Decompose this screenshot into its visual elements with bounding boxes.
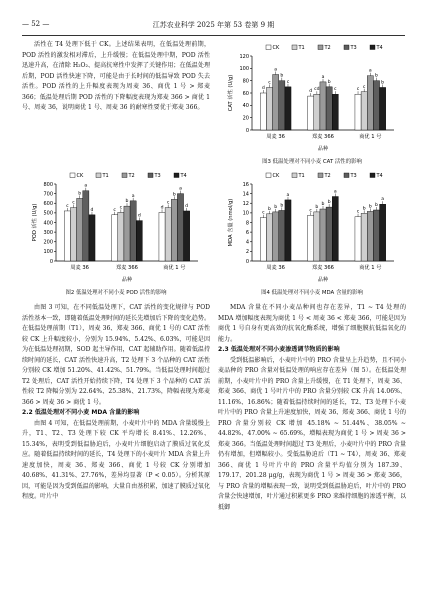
- paragraph: 由图 3 可知，在不同低温处理下，CAT 活性的变化规律与 POD 活性基本一致，即随着低温处理时间的延长先增加后下降的变化趋势。在低温处理前期（T1），周麦 36、郑麦 366、商优 1 号的 CAT 活性较 CK 上升幅度较小，分别为 15.94%、5.42%、6.03%，可能是因为在低温处理初期，SOD 起主导作用，CAT 起辅助作用。随着低温持续时间的延长，CAT 活性快速升高，T2 处理下 3 个品种的 CAT 活性分别较 CK 增加 51.20%、41.42%、51.79%。当低温处理时间超过 T2 处理后，CAT 活性开始持续下降，T4 处理下 3 个品种的 CAT 活性较 T2 降幅分别为 22.64%、25.38%、21.73%，降幅表现为郑麦 366 > 周麦 36 > 商优 1 号。: [22, 304, 210, 406]
- y-tick-label: 500: [43, 210, 53, 217]
- legend-swatch: [148, 173, 153, 178]
- legend-swatch: [318, 173, 323, 178]
- bar: [380, 87, 386, 130]
- left-column-bottom: [22, 303, 210, 503]
- page-number: — 52 —: [22, 20, 50, 28]
- significance-label: b: [381, 80, 385, 86]
- bar: [326, 87, 332, 130]
- y-tick-label: 4: [245, 239, 249, 246]
- y-tick-label: 120: [239, 53, 249, 60]
- bar: [308, 96, 314, 130]
- significance-label: c: [66, 203, 69, 209]
- paragraph: 受到低温影响后，小麦叶片中的 PRO 含量呈上升趋势，且不同小麦品种的 PRO 含量对低温处理的响应存在差异（图 5）。在低温处理前期，小麦叶片中的 PRO 含量上升缓慢，在 T1 处理下，周麦 36、郑麦 366、商优 1 号叶片中的 PRO 含量分别较 CK 升高 14.06%、11.16%、16.86%；随着低温持续时间的延长，T2、T3 处理下小麦叶片中的 PRO 含量上升速度加快，周麦 36、郑麦 366、商优 1 号的 PRO 含量分别较 CK 增加 45.18% ~ 51.44%、38.05% ~ 44.82%、47.00% ~ 65.69%，增幅表现为商优 1 号 > 周麦 36 > 郑麦 366。当低温处理时间超过 T3 处理后，小麦叶片中的 PRO 含量仍有增加，但增幅较小。受低温胁迫后（T1 ~ T4），周麦 36、郑麦 366、商优 1 号叶片中的 PRO 含量平均值分别为 187.39、179.17、201.28 μg/g，表现为商优 1 号 > 周麦 36 > 郑麦 366，与 PRO 含量的增幅表现一致，说明受到低温胁迫后，叶片中的 PRO 含量会快速增加，叶片通过积累更多 PRO 来维持细胞的渗透平衡，以抵御: [218, 356, 406, 511]
- y-tick-label: 100: [43, 249, 53, 256]
- bar: [320, 82, 326, 130]
- significance-label: c: [262, 210, 265, 216]
- bar: [184, 211, 190, 261]
- significance-label: c: [72, 200, 75, 206]
- bar: [355, 94, 361, 130]
- category-label: 郑麦 366: [116, 265, 138, 271]
- category-label: 郑麦 366: [312, 265, 334, 271]
- significance-label: b: [327, 79, 331, 85]
- significance-label: c: [286, 79, 290, 85]
- y-tick-label: 200: [43, 239, 53, 246]
- y-tick-label: 0: [245, 258, 249, 265]
- legend-swatch: [266, 45, 271, 50]
- legend-label: CK: [272, 45, 280, 52]
- bar: [279, 210, 285, 261]
- category-label: 周麦 36: [266, 134, 285, 140]
- y-tick-label: 700: [43, 191, 53, 198]
- y-tick-label: 20: [242, 115, 249, 122]
- y-axis-label: POD 活性 (U/g): [32, 203, 38, 242]
- y-axis-label: CAT 活性 (U/g): [228, 74, 234, 112]
- header-rule: [22, 35, 405, 36]
- significance-label: c: [309, 208, 312, 214]
- significance-label: b: [274, 204, 278, 210]
- bar: [355, 217, 361, 261]
- legend-swatch: [318, 45, 323, 50]
- significance-label: d: [137, 213, 141, 219]
- significance-label: a: [286, 192, 290, 198]
- bar: [77, 198, 83, 261]
- bar: [130, 201, 136, 261]
- significance-label: c: [362, 84, 366, 90]
- bar: [64, 211, 70, 261]
- significance-label: a: [321, 74, 325, 80]
- bar: [260, 93, 266, 130]
- legend-swatch: [344, 173, 349, 178]
- journal-title: 江苏农业科学 2025 年第 53 卷第 9 期: [152, 21, 275, 29]
- significance-label: cd: [314, 87, 320, 93]
- significance-label: b: [78, 191, 82, 197]
- paragraph: 由图 4 可知，在低温处理前期，小麦叶片中的 MDA 含量缓慢上升，T1、T2、T3 处理下较 CK 平均增长 8.41%、12.26%、15.34%，表明受到低温胁迫后，小麦叶片细胞启动了膜质过氧化反应。随着低温持续时间的延长，T4 处理下的小麦叶片 MDA 含量上升速度加快，周麦 36、郑麦 366、商优 1 号较 CK 分别增加 40.68%、41.31%、27.76%，差异均显著（P < 0.05）。分析其原因，可能是因为受到低温的影响，大量自由基积累，加速了膜质过氧化程度。叶片中: [22, 419, 210, 500]
- bar: [380, 204, 386, 261]
- y-tick-label: 800: [43, 181, 53, 188]
- legend-swatch: [344, 45, 349, 50]
- y-axis-label: MDA 含量 (nmol/g): [228, 198, 234, 247]
- bar: [177, 194, 183, 261]
- legend-label: T1: [102, 173, 109, 180]
- legend-label: T3: [350, 173, 357, 180]
- figure-3-caption: 图3 低温处理对不同小麦 CAT 活性的影响: [262, 159, 362, 165]
- bar: [260, 218, 266, 261]
- paragraph: MDA 含量在不同小麦品种间也存在差异，T1 ~ T4 处理的 MDA 增加幅度表现为商优 1 号 < 周麦 36 < 郑麦 366，可能是因为商优 1 号自身有更高效的抗氧化酶系统，增强了细胞膜抗低温氧化的能力。: [218, 304, 406, 343]
- significance-label: d: [160, 205, 164, 211]
- significance-label: d: [90, 207, 94, 213]
- legend-swatch: [174, 173, 179, 178]
- significance-label: b: [321, 202, 325, 208]
- y-tick-label: 400: [43, 220, 53, 227]
- legend-swatch: [122, 173, 127, 178]
- y-tick-label: 60: [242, 90, 249, 97]
- significance-label: d: [185, 203, 189, 209]
- significance-label: b: [280, 73, 284, 79]
- significance-label: c: [119, 205, 123, 211]
- significance-label: b: [362, 206, 366, 212]
- y-tick-label: 16: [242, 181, 249, 188]
- significance-label: c: [113, 207, 116, 213]
- significance-label: c: [356, 87, 360, 93]
- category-label: 郑麦 366: [312, 134, 334, 140]
- significance-label: b: [327, 200, 331, 206]
- legend-label: T3: [350, 45, 357, 52]
- legend-swatch: [292, 173, 297, 178]
- legend-swatch: [370, 45, 375, 50]
- y-tick-label: 12: [242, 201, 249, 208]
- significance-label: d: [309, 89, 313, 95]
- significance-label: b: [368, 204, 372, 210]
- bar: [171, 199, 177, 261]
- legend-swatch: [292, 45, 297, 50]
- category-label: 周麦 36: [266, 265, 285, 271]
- category-label: 商优 1 号: [163, 265, 186, 271]
- category-label: 商优 1 号: [359, 265, 382, 271]
- bar: [314, 212, 320, 261]
- bar: [320, 209, 326, 261]
- bar: [266, 214, 272, 261]
- paragraph: 活性在 T4 处理下低于 CK。上述结果表明，在低温处理前期，POD 活性的激发相对滞后，上升缓慢；在低温处理中期，POD 活性迅速升高，在清除 H₂O₂、提高抗寒性中发挥了关键作用；在低温处理后期，POD 活性快速下降，可能是由于长时间的低温导致 POD 失去活性。POD 活性的上升幅度表现为周麦 36、商优 1 号 > 郑麦 366；低温处理后期 POD 活性的下降幅度表现为郑麦 366 > 商优 1 号、周麦 36，说明商优 1 号、周麦 36 的耐寒性要优于郑麦 366。: [22, 41, 210, 111]
- significance-label: a: [179, 186, 182, 192]
- bar: [373, 81, 379, 130]
- legend-swatch: [266, 173, 271, 178]
- left-column-top: [22, 40, 210, 114]
- bar: [273, 212, 279, 261]
- running-header: [22, 20, 405, 34]
- figure-4-caption: 图4 低温处理对不同小麦 MDA 含量的影响: [261, 290, 363, 296]
- y-tick-label: 100: [239, 66, 249, 73]
- x-axis-label: 品种: [317, 146, 329, 152]
- y-tick-label: 2: [245, 249, 249, 256]
- bar: [159, 212, 165, 261]
- legend-label: T2: [324, 173, 331, 180]
- significance-label: b: [315, 204, 319, 210]
- y-tick-label: 0: [49, 258, 53, 265]
- figure-3-chart: [226, 42, 398, 154]
- bar: [89, 215, 95, 261]
- y-tick-label: 300: [43, 229, 53, 236]
- significance-label: c: [334, 87, 337, 93]
- y-tick-label: 40: [242, 103, 249, 110]
- significance-label: b: [375, 202, 378, 208]
- bar: [361, 92, 367, 130]
- y-tick-label: 10: [242, 210, 249, 217]
- bar: [279, 81, 285, 130]
- bar: [332, 197, 338, 261]
- bar: [285, 200, 291, 261]
- significance-label: a: [333, 189, 337, 195]
- y-tick-label: 80: [242, 78, 249, 85]
- significance-label: c: [166, 200, 170, 206]
- figure-2-caption: 图2 低温处理对不同小麦 POD 活性的影响: [65, 290, 167, 296]
- figure-2-chart: [30, 170, 202, 285]
- legend-label: T1: [298, 173, 305, 180]
- legend-label: CK: [272, 173, 280, 180]
- bar: [373, 210, 379, 261]
- legend-label: T3: [154, 173, 161, 180]
- figure-4-chart: [226, 170, 398, 285]
- y-tick-label: 0: [245, 127, 249, 134]
- significance-label: d: [261, 86, 265, 91]
- bar: [361, 213, 367, 261]
- x-axis-label: 品种: [317, 277, 329, 283]
- bar: [367, 211, 373, 261]
- legend-label: T4: [180, 173, 187, 180]
- legend-label: T4: [376, 173, 383, 180]
- legend-label: T4: [376, 45, 383, 52]
- legend-label: T2: [324, 45, 331, 52]
- significance-label: a: [131, 193, 135, 199]
- right-column-bottom: [218, 303, 406, 513]
- bar: [136, 221, 142, 261]
- significance-label: b: [280, 203, 284, 209]
- bar: [308, 215, 314, 261]
- bar: [266, 87, 272, 130]
- bar: [165, 208, 171, 261]
- significance-label: b: [125, 199, 129, 205]
- significance-label: a: [381, 197, 385, 203]
- bar: [112, 215, 118, 261]
- bar: [70, 208, 76, 261]
- legend-swatch: [96, 173, 101, 178]
- x-axis-label: 品种: [121, 277, 133, 283]
- section-heading: 2.3 低温处理对不同小麦渗透调节物质的影响: [218, 346, 340, 353]
- significance-label: a: [368, 68, 372, 74]
- legend-label: T1: [298, 45, 305, 52]
- significance-label: b: [268, 206, 271, 212]
- legend-label: T2: [128, 173, 135, 180]
- category-label: 周麦 36: [70, 265, 89, 271]
- legend-label: CK: [76, 173, 84, 180]
- legend-swatch: [370, 173, 375, 178]
- significance-label: c: [356, 209, 360, 215]
- significance-label: c: [268, 80, 271, 86]
- y-tick-label: 600: [43, 201, 53, 208]
- y-tick-label: 14: [242, 191, 249, 198]
- legend-swatch: [70, 173, 75, 178]
- bar: [285, 87, 291, 130]
- bar: [314, 94, 320, 130]
- y-tick-label: 6: [245, 229, 249, 236]
- bar: [83, 191, 89, 261]
- bar: [326, 207, 332, 261]
- significance-label: b: [375, 73, 378, 79]
- bar: [273, 75, 279, 131]
- significance-label: a: [84, 183, 88, 189]
- significance-label: a: [274, 67, 278, 73]
- significance-label: b: [172, 192, 176, 198]
- bar: [124, 206, 130, 261]
- section-heading: 2.2 低温处理对不同小麦 MDA 含量的影响: [22, 409, 140, 416]
- y-tick-label: 8: [245, 220, 249, 227]
- bar: [332, 94, 338, 130]
- bar: [118, 212, 124, 261]
- bar: [367, 76, 373, 130]
- category-label: 商优 1 号: [359, 134, 382, 140]
